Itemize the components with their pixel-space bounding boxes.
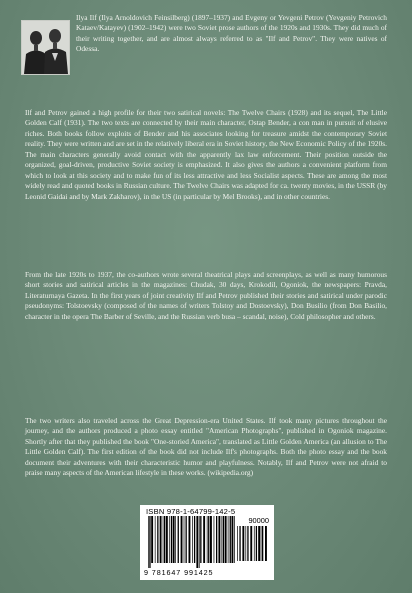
price-code: 90000 [248,516,269,525]
isbn-label: ISBN 978-1-64799-142-5 [146,507,236,516]
paragraph-1-text: Ilya Ilf (Ilya Arnoldovich Feinsilberg) (1897–1937) and Evgeny or Yevgeni Petrov (Yevgeniy Petrovich Katаеv/Katayev) (1902–1942) were two Soviet prose authors of the 1920s and 1930s. They did much of their writing together, and are almost always referred to as "Ilf and Petrov". They were natives of Odessa. [76,13,387,54]
price-barcode-bars [237,526,269,566]
barcode-bars [148,516,236,568]
paragraph-authors-intro [25,13,387,73]
isbn-barcode [140,505,274,580]
photo-spacer [25,13,76,73]
ean-digits: 9 781647 991425 [144,568,214,577]
paragraph-novels: Ilf and Petrov gained a high profile for their two satirical novels: The Twelve Chairs (1928) and its sequel, The Little Golden Calf (1931). The two texts are connected by their main character, Ostap Bender, a con man in pursuit of elusive riches. Both books follow exploits of Bender and his associates looking for treasure amidst the contemporary Soviet reality. They were written and are set in the relatively liberal era in Soviet history, the New Economic Policy of the 1920s. The main characters generally avoid contact with the apparently lax law enforcement. Their position outside the organized, goal-driven, productive Soviet society is emphasized. It also gives the authors a convenient platform from which to look at this society and to make fun of its less attractive and less Socialist aspects. These are among the most widely read and quoted books in Russian culture. The Twelve Chairs was adapted for ca. twenty movies, in the USSR (by Leonid Gaidai and by Mark Zakharov), in the US (in particular by Mel Brooks), and in other countries. [25,108,387,201]
paragraph-plays-and-articles: From the late 1920s to 1937, the co-authors wrote several theatrical plays and screenplays, as well as many humorous short stories and satirical articles in the magazines: Chudak, 30 days, Krokodil, Ogoniok, the newspapers: Pravda, Literaturnaya Gazeta. In the first years of joint creativity Ilf and Petrov published their stories and satirical under parodic pseudonyms: Tolstoevsky (composed of the names of writers Tolstoy and Dostoevsky), Don Busilio (from Don Basilio, character in the opera The Barber of Seville, and the Russian verb busa – scandal, noise), Cold philosopher and others. [25,270,387,321]
paragraph-america-travels: The two writers also traveled across the Great Depression-era United States. Ilf took many pictures throughout the journey, and the authors produced a photo essay entitled "American Photographs", published in Ogoniok magazine. Shortly after that they published the book "One-storied America", translated as Little Golden America (an allusion to The Little Golden Calf). The first edition of the book did not include Ilf's photographs. Both the photo essay and the book document their adventures with their characteristic humor and playfulness. Notably, Ilf and Petrov were not afraid to praise many aspects of the American lifestyle in these works. (wikipedia.org) [25,416,387,478]
